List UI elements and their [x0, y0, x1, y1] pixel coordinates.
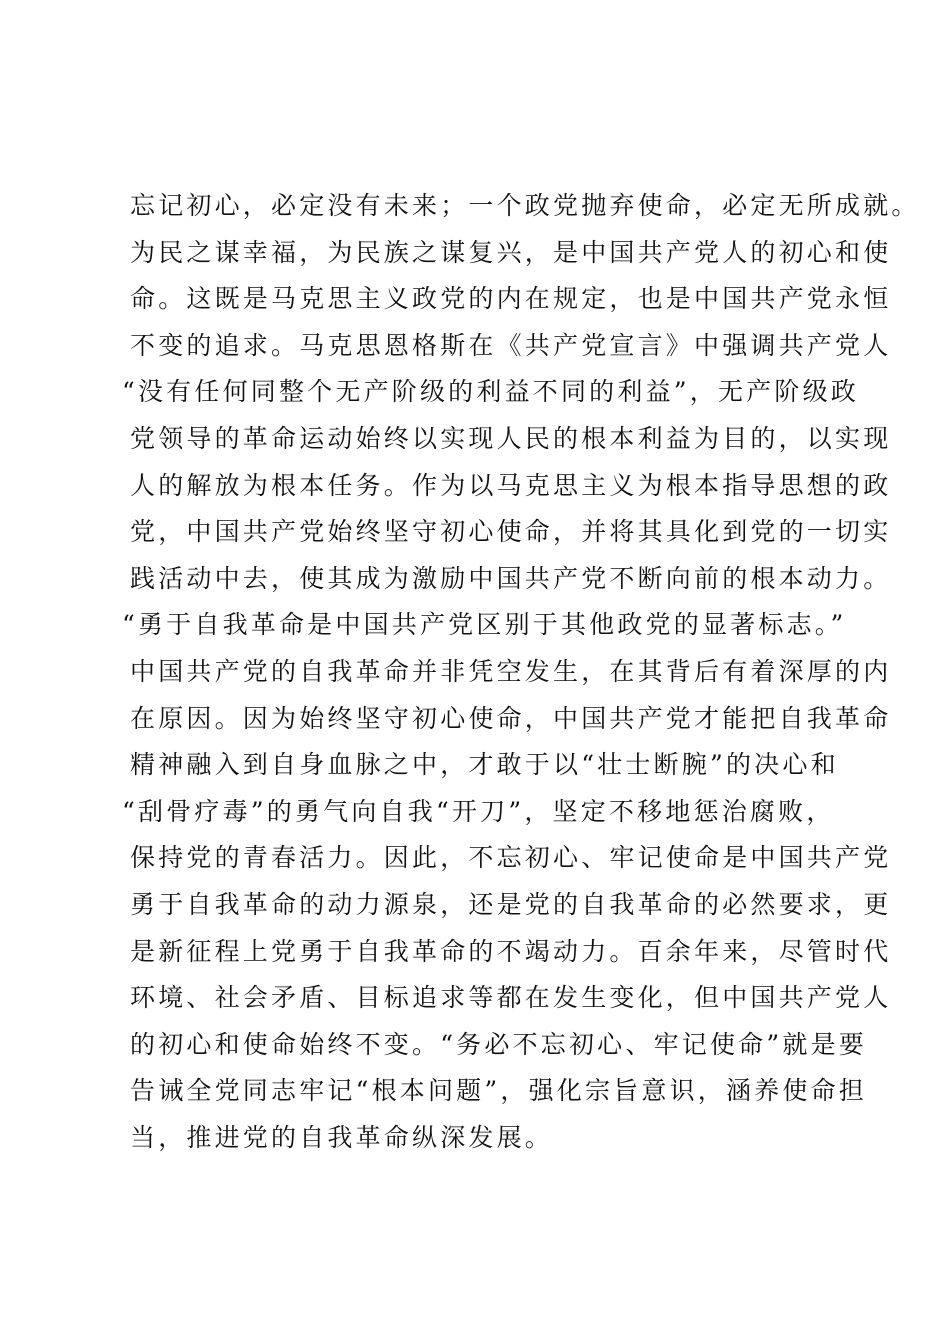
body-text — [122, 183, 920, 1161]
text-line: 为民之谋幸福，为民族之谋复兴，是中国共产党人的初心和使 — [130, 237, 892, 267]
text-line: “没有任何同整个无产阶级的利益不同的利益”，无产阶级政 — [122, 377, 859, 407]
text-line: 忘记初心，必定没有未来；一个政党抛弃使命，必定无所成就。 — [130, 191, 920, 220]
text-line: 践活动中去，使其成为激励中国共产党不断向前的根本动力。 — [130, 563, 892, 593]
text-line: 中国共产党的自我革命并非凭空发生，在其背后有着深厚的内 — [130, 656, 892, 686]
text-line: 党领导的革命运动始终以实现人民的根本利益为目的，以实现 — [130, 423, 892, 453]
text-line: 人的解放为根本任务。作为以马克思主义为根本指导思想的政 — [130, 470, 892, 500]
text-line: 保持党的青春活力。因此，不忘初心、牢记使命是中国共产党 — [130, 843, 892, 873]
text-line: 精神融入到自身血脉之中，才敢于以“壮士断腕”的决心和 — [130, 750, 839, 780]
text-line: 命。这既是马克思主义政党的内在规定，也是中国共产党永恒 — [130, 284, 892, 314]
text-line: 在原因。因为始终坚守初心使命，中国共产党才能把自我革命 — [130, 703, 892, 733]
text-line: 党，中国共产党始终坚守初心使命，并将其具化到党的一切实 — [130, 517, 892, 547]
text-line: 告诫全党同志牢记“根本问题”，强化宗旨意识，涵养使命担 — [130, 1076, 867, 1106]
text-line: “勇于自我革命是中国共产党区别于其他政党的显著标志。” — [122, 610, 847, 640]
text-line: 的初心和使命始终不变。“务必不忘初心、牢记使命”就是要 — [130, 1029, 867, 1059]
text-line: 当，推进党的自我革命纵深发展。 — [130, 1122, 554, 1152]
text-line: 勇于自我革命的动力源泉，还是党的自我革命的必然要求，更 — [130, 889, 892, 919]
text-line: “刮骨疗毒”的勇气向自我“开刀”，坚定不移地惩治腐败， — [122, 796, 835, 826]
text-line: 环境、社会矛盾、目标追求等都在发生变化，但中国共产党人 — [130, 983, 892, 1013]
text-line: 是新征程上党勇于自我革命的不竭动力。百余年来，尽管时代 — [130, 936, 892, 966]
text-line: 不变的追求。马克思恩格斯在《共产党宣言》中强调共产党人 — [130, 330, 892, 360]
